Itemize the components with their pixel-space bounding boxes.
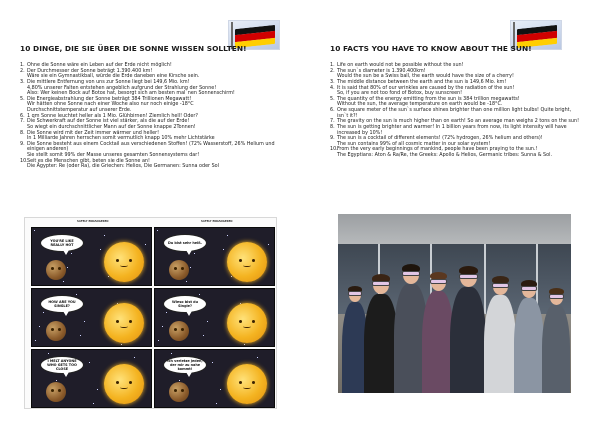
comic-header-right: SAFELY ENDANGERED	[201, 220, 233, 223]
earth-character-icon	[169, 321, 189, 341]
fact-text: Ohne die Sonne wäre ein Leben auf der Erde nicht möglich!	[27, 62, 172, 68]
fact-text: Die mittlere Entfernung von uns zur Sonne liegt bei 149,6 Mio. km!	[27, 78, 190, 85]
sun-character-icon	[104, 303, 144, 343]
comic-panel	[31, 227, 152, 286]
fact-number: 1.	[20, 62, 25, 68]
fact-item-en	[330, 147, 580, 158]
comic-header-left: SAFELY ENDANGERED	[77, 220, 109, 223]
fact-text: Sie stellt somit 99% der Masse unseres gesamten Sonnensystems dar!	[27, 152, 200, 158]
speech-bubble: Du bist sehr heiß.	[163, 234, 207, 252]
speech-bubble: HOW ARE YOU SINGLE?	[40, 295, 84, 313]
sun-character-icon	[227, 303, 267, 343]
fact-text: The quantity of the energy emitting from the sun is 384 trillion megawatts!	[337, 95, 520, 102]
sun-comic	[24, 217, 277, 409]
comic-panel	[154, 349, 275, 408]
fact-item-de	[20, 80, 282, 97]
earth-character-icon	[169, 382, 189, 402]
facts-list-en	[330, 63, 580, 159]
fact-text: Die Sonne besteht aus einem Cocktail aus verschiedenen Stoffen! (72% Wasserstoff, 26% Helium und einigen anderen)	[27, 140, 275, 153]
sun-character-icon	[104, 364, 144, 404]
fact-text: Die Sonne wird mit der Zeit immer wärmer und heller!	[27, 129, 160, 136]
fact-number: 1.	[330, 62, 335, 68]
fact-number: 6.	[330, 107, 335, 113]
fact-text: One square meter of the sun`s surface shines brighter than one million light bulbs! Quite bright, isn`t it?!	[337, 107, 572, 119]
fact-text: In 1 Milliarde Jahren herrschen somit vermutlich knapp 10% mehr Lichtstärke	[27, 135, 215, 142]
fact-text: 1 qm Sonne leuchtet heller als 1 Mio. Glühbirnen! Ziemlich hell! Oder?	[27, 112, 198, 119]
speech-bubble: I MELT ANYONE WHO GETS TOO CLOSE	[40, 356, 84, 374]
fact-item-de	[20, 159, 282, 170]
speech-bubble: Ich verletze jeden, der mir zu nahe kommt!	[163, 356, 207, 374]
fact-item-de	[20, 142, 282, 159]
facts-list-de	[20, 63, 282, 170]
fact-text: The sun is a cocktail of different elements! (72% hydrogen, 26% helium and others)!	[337, 135, 543, 142]
fact-text: Life on earth would not be possible without the sun!	[337, 62, 464, 68]
fact-text: Also: Wer keinen Bock auf Botox hat, besorgt sich am besten mal`nen Sonnenschirm!	[27, 90, 235, 97]
fact-number: 7.	[330, 118, 335, 125]
fact-text: Der Durchmesser der Sonne beträgt 1.390.400 km!	[27, 67, 153, 74]
fact-item-de	[20, 119, 282, 130]
fact-text: 4,80% unserer Falten entstehen angeblich aufgrund der Strahlung der Sonne!	[27, 84, 217, 91]
fact-text: Wir hätten ohne Sonne nach einer Woche also nur noch einige -18°C	[27, 101, 194, 108]
comic-panel	[154, 288, 275, 347]
fact-text: So, if you are not too fond of Botox, buy sunscreen!	[337, 90, 463, 97]
comic-panel	[31, 288, 152, 347]
sun-character-icon	[227, 242, 267, 282]
fact-text: Wäre sie ein Gymnastikball, würde die Erde daneben eine Kirsche sein.	[27, 73, 200, 80]
fact-number: 3.	[20, 78, 25, 85]
fact-text: The Egyptians: Aton & Ra/Re, the Greeks: Apollo & Helios, Germanic tribes: Sunna & Sol.	[337, 152, 552, 158]
fact-text: Without the sun, the average temperature on earth would be -18°C.	[337, 101, 503, 108]
earth-character-icon	[46, 382, 66, 402]
speech-bubble: YOU'RE LIKE REALLY HOT	[40, 234, 84, 252]
fact-text: Would the sun be a Swiss ball, the earth would have the size of a cherry!	[337, 73, 514, 80]
fact-text: Die Schwerkraft auf der Sonne ist viel stärker, als die auf der Erde!	[27, 118, 190, 125]
fact-number: 9.	[330, 135, 335, 142]
comic-panel	[31, 349, 152, 408]
fact-text: Durchschnittstemperatur auf unserer Erde.	[27, 107, 132, 113]
earth-character-icon	[46, 321, 66, 341]
fact-number: 8.	[20, 129, 25, 136]
fact-number: 8.	[330, 123, 335, 130]
fact-text: The gravity on the sun is much higher than on earth! So an average man weighs 2 tons on the sun!	[337, 118, 580, 125]
fact-text: Die Energieabstrahlung der Sonne beträgt 384 Trillionen Megawatt!	[27, 95, 192, 102]
fact-number: 9.	[20, 140, 25, 147]
sun-character-icon	[227, 364, 267, 404]
fact-number: 2.	[330, 67, 335, 74]
earth-character-icon	[46, 260, 66, 280]
fact-number: 10.	[330, 146, 338, 153]
fact-text: Die Ägypter: Re (oder Ra), die Griechen: Helios, Die Germanen: Sunna oder Sol	[27, 163, 219, 170]
fact-number: 4.	[330, 84, 335, 91]
people-watching-sun-photo	[338, 214, 571, 393]
fact-text: Seit es die Menschen gibt, beten sie die Sonne an!	[27, 157, 150, 164]
page-title-de: 10 DINGE, DIE SIE ÜBER DIE SONNE WISSEN SOLLTEN!	[20, 44, 247, 53]
fact-text: From the very early beginnings of mankind, people have been praying to the sun.!	[337, 146, 538, 153]
fact-text: The sun contains 99% of all cosmic matter in our solar system!	[337, 140, 491, 147]
fact-number: 5.	[330, 95, 335, 102]
fact-number: 6.	[20, 112, 25, 119]
fact-text: It is said that 80% of our wrinkles are caused by the radiation of the sun!	[337, 84, 515, 91]
earth-character-icon	[169, 260, 189, 280]
sun-character-icon	[104, 242, 144, 282]
fact-text: The sun is getting brighter and warmer! In 1 billion years from now, its light intensity will have increased by 10%!	[337, 123, 567, 136]
page-title-en: 10 FACTS YOU HAVE TO KNOW ABOUT THE SUN!	[330, 44, 532, 53]
fact-text: The sun`s diameter is 1.390.400km!	[337, 67, 426, 74]
fact-number: 10.	[20, 157, 28, 164]
fact-item-de	[20, 97, 282, 114]
fact-text: The middle distance between the earth and the sun is 149,6 Mio. km!	[337, 78, 507, 85]
fact-number: 2.	[20, 67, 25, 74]
fact-number: 5.	[20, 95, 25, 102]
comic-panel	[154, 227, 275, 286]
fact-number: 7.	[20, 118, 25, 125]
fact-number: 3.	[330, 78, 335, 85]
speech-bubble: Wieso bist du Single?	[163, 295, 207, 313]
fact-text: So wiegt ein durchschnittlicher Mann auf der Sonne knappe 2Tonnen!	[27, 123, 196, 130]
